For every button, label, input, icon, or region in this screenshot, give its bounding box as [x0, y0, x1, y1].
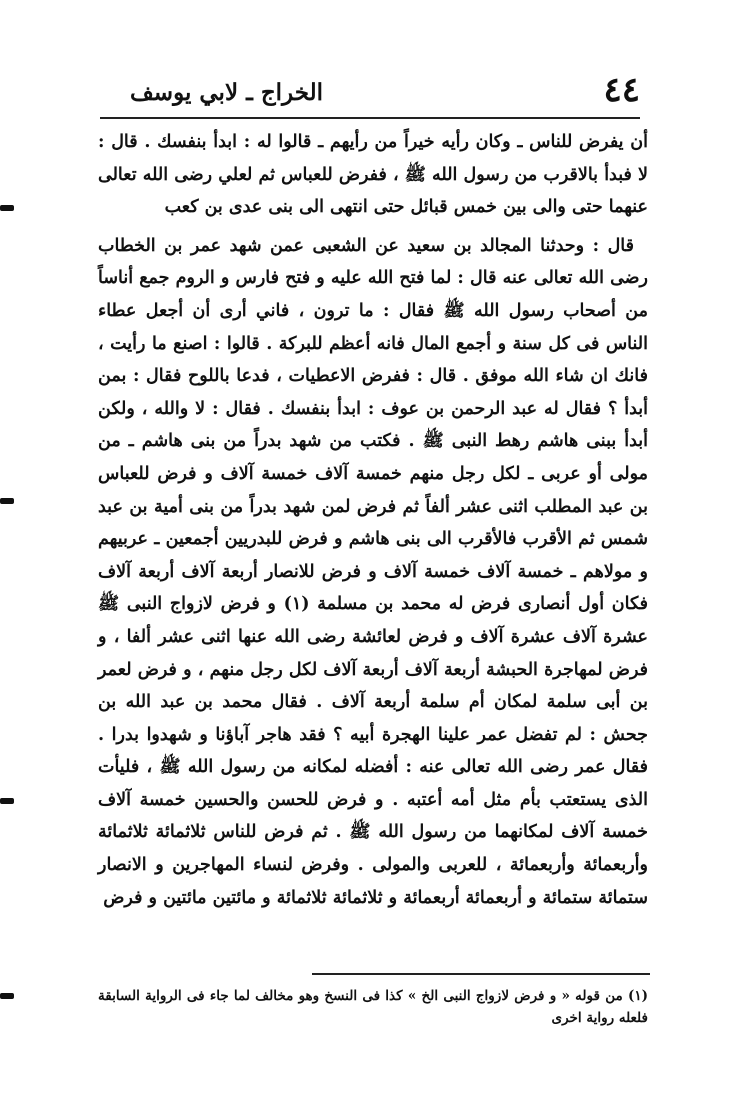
- page-header: [100, 70, 640, 120]
- paragraph: أن يفرض للناس ـ وكان رأيه خيراً من رأيهم ـ قالوا له : ابدأ بنفسك . قال : لا فبدأ بالاقرب من رسول الله ﷺ ، ففرض للعباس ثم لعلي رضى الله تعالى عنهما حتى والى بين خمس قبائل حتى انتهى الى بنى عدى بن كعب: [98, 132, 648, 218]
- page-number: ٤٤: [603, 70, 640, 110]
- paragraph: قال : وحدثنا المجالد بن سعيد عن الشعبى عمن شهد عمر بن الخطاب رضى الله تعالى عنه قال : لما فتح الله عليه و فتح فارس و الروم جمع أناساً من أصحاب رسول الله ﷺ فقال : ما ترون ، فاني أرى أن أجعل عطاء الناس فى كل سنة و أجمع المال فانه أعظم للبركة . قالوا : اصنع ما رأيت ، فانك ان شاء الله موفق . قال : ففرض الاعطيات ، فدعا باللوح فقال : بمن أبدأ ؟ فقال له عبد الرحمن بن عوف : ابدأ بنفسك . فقال : لا والله ، ولكن أبدأ ببنى هاشم رهط النبى ﷺ . فكتب من شهد بدراً من بنى هاشم ـ من مولى أو عربى ـ لكل رجل منهم خمسة آلاف خمسة آلاف و فرض للعباس بن عبد المطلب اثنى عشر ألفاً ثم فرض لمن شهد بدراً من بنى أمية بن عبد شمس ثم الأقرب فالأقرب الى بنى هاشم و فرض للبدريين أجمعين ـ عربيهم و مولاهم ـ خمسة آلاف خمسة آلاف و فرض للانصار أربعة آلاف أربعة آلاف فكان أول أنصارى فرض له محمد بن مسلمة (١) و فرض لازواج النبى ﷺ عشرة آلاف عشرة آلاف و فرض لعائشة رضى الله عنها اثنى عشر ألفا ، و فرض لمهاجرة الحبشة أربعة آلاف أربعة آلاف لكل رجل منهم ، و فرض لعمر بن أبى سلمة لمكان أم سلمة أربعة آلاف . فقال محمد بن عبد الله بن جحش : لم تفضل عمر علينا الهجرة أبيه ؟ فقد هاجر آباؤنا و شهدوا بدرا . فقال عمر رضى الله تعالى عنه : أفضله لمكانه من رسول الله ﷺ ، فليأت الذى يستعتب بأم مثل أمه أعتبه . و فرض للحسن والحسين خمسة آلاف خمسة آلاف لمكانهما من رسول الله ﷺ . ثم فرض للناس ثلاثمائة ثلاثمائة وأربعمائة وأربعمائة ، للعربى والمولى . وفرض لنساء المهاجرين و الانصار ستمائة ستمائة و أربعمائة أربعمائة و ثلاثمائة ثلاثمائة و مائتين مائتين و فرض: [98, 235, 648, 908]
- margin-mark: [0, 498, 14, 504]
- header-rule: [100, 117, 640, 119]
- running-title: الخراج ـ لابي يوسف: [130, 79, 323, 106]
- margin-mark: [0, 205, 14, 211]
- footnote: (١) من قوله « و فرض لازواج النبى الخ » كذا فى النسخ وهو مخالف لما جاء فى الرواية السابقة فلعله رواية اخرى: [98, 988, 648, 1026]
- footnote-rule: [312, 973, 650, 975]
- margin-mark: [0, 993, 14, 999]
- main-text: [98, 126, 648, 914]
- margin-mark: [0, 798, 14, 804]
